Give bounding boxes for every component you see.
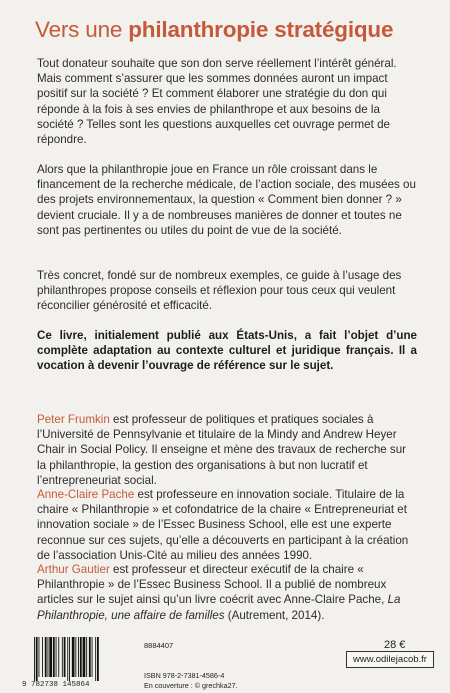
author-bio-text: est professeure en innovation sociale. Titulaire de la chaire « Philanthropie » et cofondatrice de la chaire « Entrepreneuriat et innovation sociale » de l’Essec Business School, elle est une experte reconnue sur ces sujets, qu’elle a découverts en participant à la création de l’association Unis-Cité au milieu des années 1990. <box>37 488 409 562</box>
author-bio-pache <box>37 487 417 563</box>
title-emphasis: philanthropie stratégique <box>128 17 394 42</box>
barcode-icon <box>32 637 137 681</box>
author-name: Arthur Gautier <box>37 563 110 576</box>
price: 28 € <box>384 639 406 651</box>
guide-paragraph: Très concret, fondé sur de nombreux exemples, ce guide à l’usage des philanthropes propose conseils et réflexion pour tous ceux qui veulent réconcilier générosité et efficacité. <box>37 269 402 313</box>
publisher-website: www.odilejacob.fr <box>346 651 434 668</box>
book-reference: La Philanthropie, une affaire de familles <box>37 593 401 622</box>
isbn: ISBN 978-2-7381-4586-4 <box>144 671 225 680</box>
author-name: Peter Frumkin <box>37 413 110 426</box>
context-paragraph: Alors que la philanthropie joue en France un rôle croissant dans le financement de la recherche médicale, de l’action sociale, des musées ou des projets environnementaux, la question « Comment bien donner ? » devient cruciale. Il y a de nombreuses manières de donner et toutes ne sont pas pertinentes ou utiles du point de vue de la société. <box>37 163 416 237</box>
edition-note: Ce livre, initialement publié aux États-Unis, a fait l’objet d’une complète adaptation au contexte culturel et juridique français. Il a vocation à devenir l’ouvrage de référence sur le sujet. <box>37 329 417 373</box>
author-bio-text: est professeur de politiques et pratiques sociales à l’Université de Pennsylvanie et titulaire de la Mindy and Andrew Heyer Chair in Social Policy. Il enseigne et mène des travaux de recherche sur la philanthropie, la gestion des organisations à but non lucratif et l’entrepreneuriat social. <box>37 413 407 487</box>
cover-credit: En couverture : © grechka27. <box>144 681 238 690</box>
author-bio-frumkin <box>37 412 417 488</box>
title-prefix: Vers une <box>35 17 129 42</box>
author-bio-gautier <box>37 562 417 623</box>
author-bio-text: est professeur et directeur exécutif de la chaire « Philanthropie » de l’Essec Business School. Il a publié de nombreux articles sur le sujet ainsi qu’un livre coécrit avec Anne-Claire Pache, <box>37 563 388 607</box>
book-title <box>35 16 435 44</box>
book-code: 8884407 <box>144 641 174 650</box>
barcode-block <box>22 637 272 689</box>
barcode-digits: 9 782738 145864 <box>22 681 90 689</box>
intro-paragraph: Tout donateur souhaite que son don serve réellement l’intérêt général. Mais comment s’assurer que les sommes données auront un impact positif sur la société ? Et comment élaborer une stratégie du don qui réponde à la fois à ses envies de philanthrope et aux besoins de la société ? Telles sont les questions auxquelles cet ouvrage permet de répondre. <box>37 57 397 147</box>
author-name: Anne-Claire Pache <box>37 488 135 501</box>
author-bio-end: (Autrement, 2014). <box>224 608 325 622</box>
